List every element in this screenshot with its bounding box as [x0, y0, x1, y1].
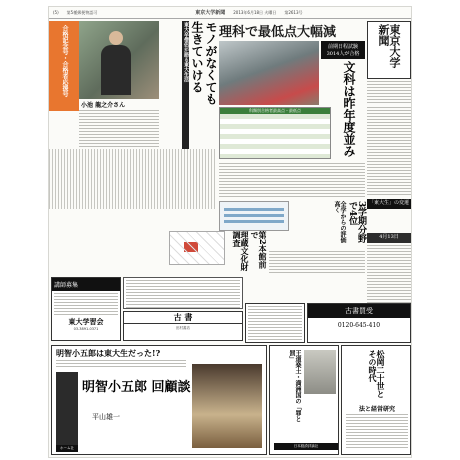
lecture-ad-phone: 03-3891-0371	[73, 327, 99, 331]
face-shape	[109, 31, 123, 45]
shinyo-ad-text	[248, 306, 302, 340]
book-list-ad-text	[126, 280, 240, 308]
monk-photo	[79, 21, 159, 99]
meisho-book-cover	[192, 364, 262, 448]
book2-cover	[304, 350, 336, 394]
lecture-ad[interactable]	[51, 277, 121, 341]
ranking-headlines	[291, 201, 365, 247]
lecture-ad-text	[54, 293, 118, 315]
top-story-label-2: 3014人が合格	[326, 51, 360, 57]
meisho-ad[interactable]	[51, 345, 267, 455]
koshoten-ad[interactable]	[307, 303, 411, 343]
book3-title: 松岡二十世とその時代	[368, 350, 386, 398]
meisho-ad-headline: 明智小五郎は東大生だった!?	[56, 348, 161, 358]
book3-title-area	[346, 350, 408, 400]
meisho-book-title: 明智小五郎 回顧談	[82, 380, 191, 395]
kosho-ad-title: 古 書	[124, 312, 242, 324]
right-column-body	[367, 107, 411, 195]
book2-title-area	[274, 350, 300, 422]
book2-ad[interactable]	[269, 345, 339, 455]
meisho-ad-illustration	[56, 372, 78, 446]
kosho-ad-name: 田村書店	[176, 326, 190, 330]
ranking-headline: 3学期分野で4位	[347, 201, 366, 244]
book2-publisher: 日本経済評論社	[274, 443, 338, 450]
book3-ad[interactable]	[341, 345, 411, 455]
right-column-headline: 「東大生」の変遷	[367, 199, 411, 209]
ranking-chart	[219, 201, 289, 231]
museum-headlines	[227, 231, 267, 273]
meisho-publisher: ホーム社	[56, 445, 78, 452]
page-header	[49, 7, 411, 19]
meisho-author: 平山雄一	[92, 413, 120, 421]
score-table-title: 科類別合格者最高点・最低点	[220, 108, 330, 114]
masthead-title: 東京大学新聞	[377, 24, 401, 68]
ranking-subhead: 全学からの評価高く	[333, 201, 346, 243]
book-list-ad[interactable]	[123, 277, 243, 309]
koshoten-ad-title: 古書買受	[308, 304, 410, 318]
robe-shape	[101, 45, 131, 95]
top-story-side-headline: 文科は昨年度並み	[342, 61, 356, 157]
museum-headline-1: 第2本館前で	[250, 231, 268, 269]
lecture-ad-org: 東大学習会	[68, 317, 104, 326]
masthead-info	[367, 81, 411, 103]
header-paper-name: 東京大学新聞	[195, 10, 226, 16]
top-story-body	[219, 163, 365, 197]
museum-headline-2: 理蔵文化財調査	[232, 231, 250, 271]
top-story-photo	[219, 41, 319, 105]
newspaper-page	[48, 6, 412, 458]
left-body-columns	[49, 149, 217, 209]
feature-body-text	[79, 110, 159, 148]
score-table	[219, 107, 331, 159]
book3-ad-text	[346, 414, 408, 450]
feature-subhead: 東大卒僧侶が語る東大生活	[182, 21, 189, 149]
feature-headlines	[161, 21, 217, 149]
score-table-grid	[220, 114, 330, 158]
top-story-headline: 理科で最低点大幅減	[219, 25, 337, 40]
right-column-date: 4月13日	[367, 233, 411, 243]
book4-title: 法と経営研究	[358, 406, 395, 413]
shinyo-ad[interactable]	[245, 303, 305, 343]
map-pattern	[170, 232, 224, 264]
photo-caption: 小池 龍之介さん	[81, 102, 126, 109]
header-issue: 第2613号	[284, 9, 303, 15]
campus-map	[169, 231, 225, 265]
kosho-ad[interactable]	[123, 311, 243, 341]
top-story-label-1: 前期日程試験	[327, 44, 358, 50]
feature-tab	[49, 21, 79, 111]
lecture-ad-title: 講師募集	[52, 278, 120, 291]
book2-title: 王道楽土・満洲国の「罪と罰」	[288, 350, 301, 422]
feature-tab-label: 合格記念号・合格者応援号	[61, 25, 68, 97]
meisho-ad-lead	[56, 360, 186, 368]
feature-headline-1: モノがなくても	[204, 21, 218, 105]
koshoten-ad-phone: 0120-645-410	[337, 322, 381, 329]
museum-body	[269, 251, 365, 273]
postal-note: 第5種郵便物認可	[66, 9, 98, 15]
masthead	[367, 21, 411, 79]
ranking-bars	[224, 208, 284, 226]
feature-headline-2: 生きていける	[190, 21, 204, 93]
right-column-text	[367, 245, 411, 305]
page-number: (5)	[53, 10, 59, 15]
top-story-label	[321, 41, 365, 59]
header-date: 2013年6月18日 火曜日	[233, 9, 277, 15]
